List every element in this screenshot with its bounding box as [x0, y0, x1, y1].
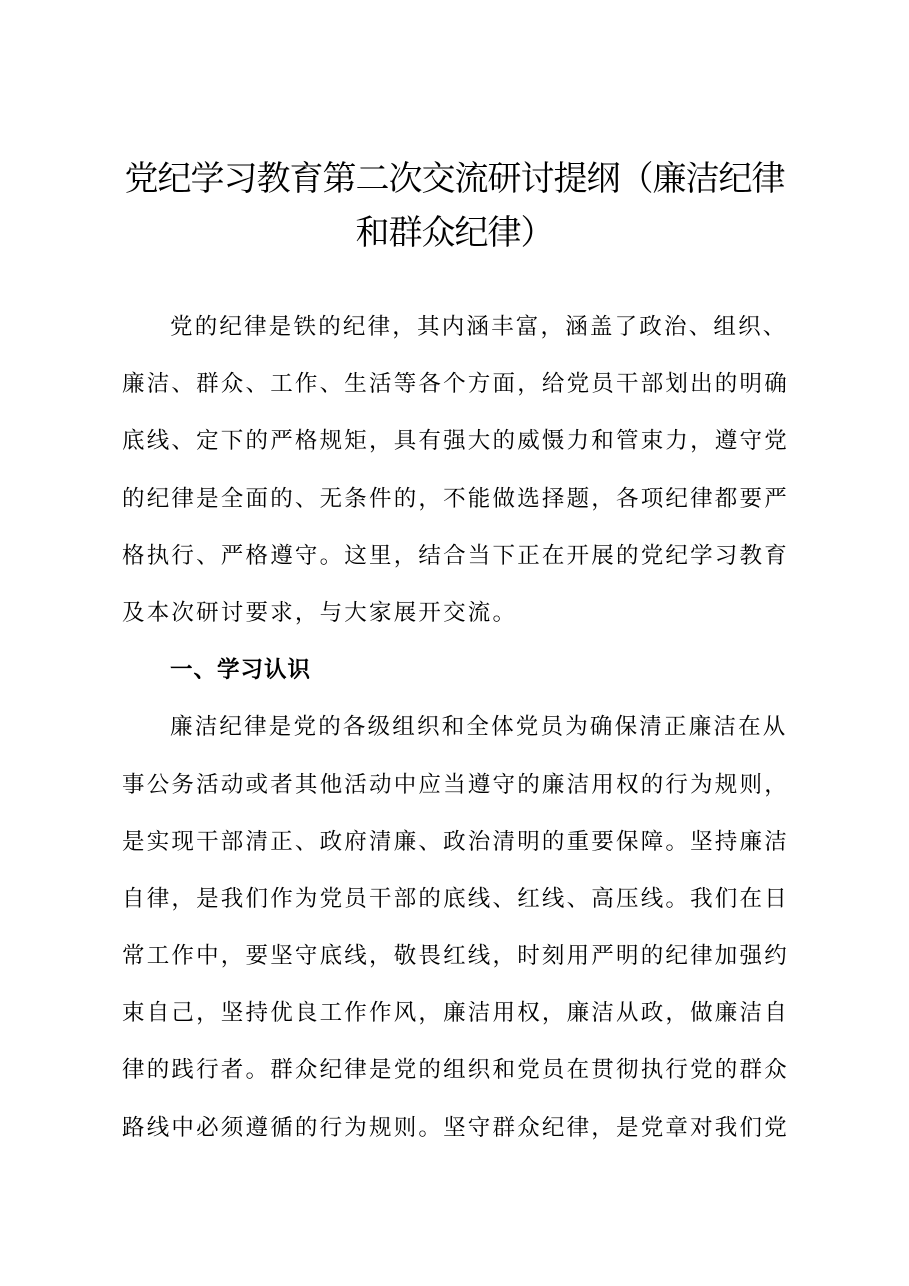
document-body — [122, 299, 794, 1157]
paragraph-line: 事公务活动或者其他活动中应当遵守的廉洁用权的行为规则， — [122, 771, 789, 798]
paragraph-line: 是实现干部清正、政府清廉、政治清明的重要保障。坚持廉洁 — [122, 828, 789, 855]
section-heading-learning: 一、学习认识 — [170, 657, 312, 684]
paragraph-line: 党的纪律是铁的纪律，其内涵丰富，涵盖了政治、组织、 — [170, 314, 788, 340]
paragraph-line: 及本次研讨要求，与大家展开交流。 — [122, 599, 518, 626]
paragraph-line: 律的践行者。群众纪律是党的组织和党员在贯彻执行党的群众 — [122, 1057, 789, 1084]
paragraph-line: 束自己，坚持优良工作作风，廉洁用权，廉洁从政，做廉洁自 — [122, 1000, 789, 1027]
paragraph-line: 廉洁、群众、工作、生活等各个方面，给党员干部划出的明确 — [122, 371, 789, 398]
paragraph-intro — [122, 299, 794, 642]
paragraph-line: 的纪律是全面的、无条件的，不能做选择题，各项纪律都要严 — [122, 485, 789, 512]
paragraph-line: 底线、定下的严格规矩，具有强大的威慑力和管束力，遵守党 — [122, 428, 789, 455]
paragraph-line: 常工作中，要坚守底线，敬畏红线，时刻用严明的纪律加强约 — [122, 943, 789, 970]
title-line-2: 和群众纪律） — [355, 213, 554, 253]
paragraph-learning — [122, 699, 794, 1157]
paragraph-line: 自律，是我们作为党员干部的底线、红线、高压线。我们在日 — [122, 885, 789, 912]
title-line-1: 党纪学习教育第二次交流研讨提纲（廉洁纪律 — [124, 159, 785, 199]
document-title — [100, 152, 809, 260]
paragraph-line: 路线中必须遵循的行为规则。坚守群众纪律，是党章对我们党 — [122, 1114, 789, 1141]
paragraph-line: 格执行、严格遵守。这里，结合当下正在开展的党纪学习教育 — [122, 542, 789, 569]
paragraph-line: 廉洁纪律是党的各级组织和全体党员为确保清正廉洁在从 — [170, 714, 788, 741]
